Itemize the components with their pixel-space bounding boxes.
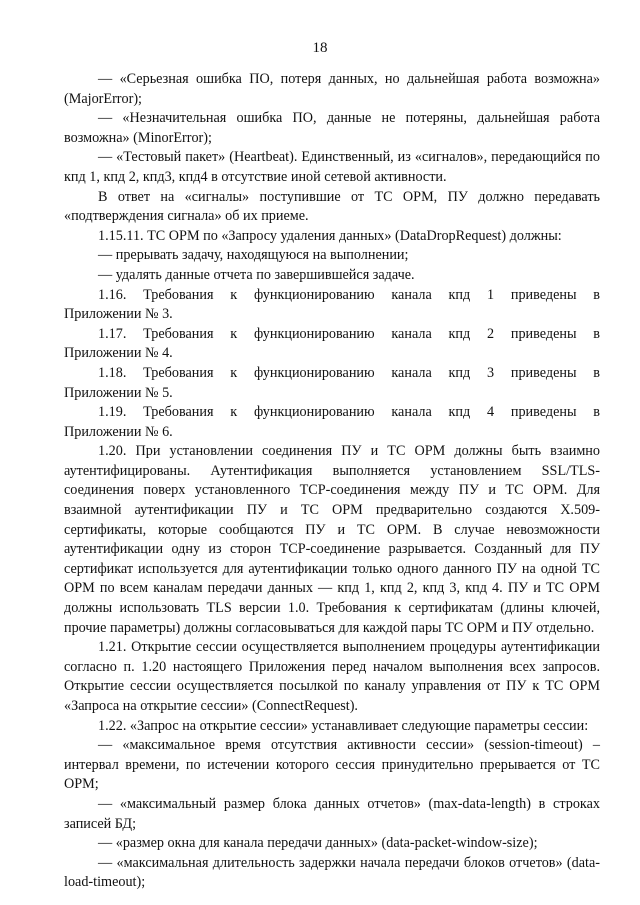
paragraph-1-16: 1.16. Требования к функционированию канала кпд 1 приведены в: [98, 286, 600, 303]
paragraph-1-22: 1.22. «Запрос на открытие сессии» устанавливает следующие параметры сессии:: [98, 717, 589, 734]
paragraph-1-17-appendix: Приложении № 4.: [64, 345, 173, 362]
paragraph-1-20: 1.20. При установлении соединения ПУ и ТС ОРМ должны быть взаимно аутентифицированы. Аутентификация выполняется установлением SSL/TLS-соединения поверх установленного TCP-соединения между ПУ и ТС ОРМ. Для взаимной аутентификации ПУ и ТС ОРМ предварительно создаются Х.509-сертификаты, которые сообщаются ПУ и ТС ОРМ. В случае невозможности аутентификации одну из сторон TCP-соединение разрывается. Созданный для ПУ сертификат используется для аутентификации только одного данного ПУ на одной ТС ОРМ по всем каналам передачи данных — кпд 1, кпд 2, кпд 3, кпд 4. ПУ и ТС ОРМ должны использовать TLS версии 1.0. Требования к сертификатам (длины ключей, прочие параметры) должны согласовываться для каждой пары ТС ОРМ и ПУ отдельно.: [64, 443, 600, 636]
list-item-window-size: — «размер окна для канала передачи данных» (data-packet-window-size);: [98, 835, 538, 852]
list-item-heartbeat: — «Тестовый пакет» (Heartbeat). Единственный, из «сигналов», передающийся по кпд 1, кпд 2, кпд3, кпд4 в отсутствие иной сетевой активности.: [64, 149, 600, 185]
paragraph-1-18: 1.18. Требования к функционированию канала кпд 3 приведены в: [98, 364, 600, 381]
paragraph-1-18-appendix: Приложении № 5.: [64, 384, 173, 401]
list-item-minor-error: — «Незначительная ошибка ПО, данные не потеряны, дальнейшая работа возможна» (MinorError);: [64, 110, 600, 146]
paragraph-1-15-11: 1.15.11. ТС ОРМ по «Запросу удаления данных» (DataDropRequest) должны:: [98, 227, 562, 244]
list-item-session-timeout: — «максимальное время отсутствия активности сессии» (session-timeout) – интервал времени, по истечении которого сессия принудительно прерывается от ТС ОРМ;: [64, 737, 600, 793]
paragraph-signal-ack: В ответ на «сигналы» поступившие от ТС ОРМ, ПУ должно передавать «подтверждения сигнала» об их приеме.: [64, 188, 600, 225]
paragraph-1-16-appendix: Приложении № 3.: [64, 306, 173, 323]
document-body: [64, 70, 600, 893]
list-item-max-data-length: — «максимальный размер блока данных отчетов» (max-data-length) в строках записей БД;: [64, 795, 600, 832]
page-number: 18: [312, 40, 328, 56]
paragraph-1-17: 1.17. Требования к функционированию канала кпд 2 приведены в: [98, 325, 600, 342]
list-item-delete-report: — удалять данные отчета по завершившейся задаче.: [98, 266, 415, 283]
paragraph-1-19: 1.19. Требования к функционированию канала кпд 4 приведены в: [98, 404, 600, 421]
list-item-data-load-timeout: — «максимальная длительность задержки начала передачи блоков отчетов» (data-load-timeout);: [64, 854, 600, 891]
list-item-abort-task: — прерывать задачу, находящуюся на выполнении;: [98, 247, 409, 264]
paragraph-1-19-appendix: Приложении № 6.: [64, 423, 173, 440]
list-item-major-error: — «Серьезная ошибка ПО, потеря данных, но дальнейшая работа возможна» (MajorError);: [64, 71, 600, 107]
paragraph-1-21: 1.21. Открытие сессии осуществляется выполнением процедуры аутентификации согласно п. 1.20 настоящего Приложения перед началом выполнения всех запросов. Открытие сессии осуществляется посылкой по каналу управления от ПУ к ТС ОРМ «Запроса на открытие сессии» (ConnectRequest).: [64, 639, 600, 714]
